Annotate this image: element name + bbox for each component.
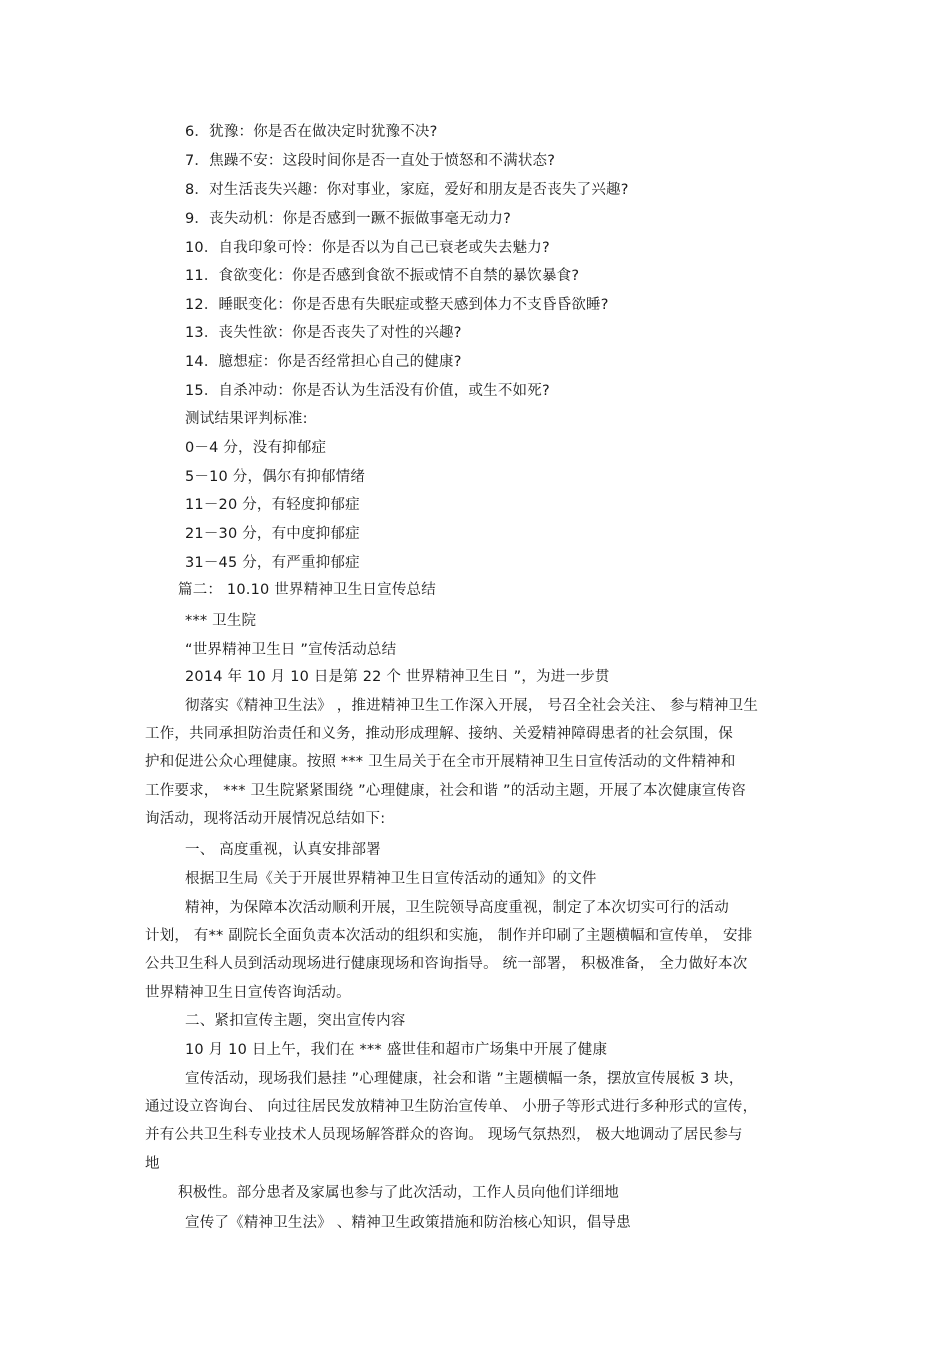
- paragraph-line: 地: [145, 1156, 160, 1172]
- paragraph-line: 公共卫生科人员到活动现场进行健康现场和咨询指导。 统一部署， 积极准备， 全力做好本次: [145, 956, 748, 972]
- question-item: 15．自杀冲动：你是否认为生活没有价值，或生不如死?: [185, 383, 550, 399]
- question-item: 10．自我印象可怜：你是否以为自己已衰老或失去魅力?: [185, 240, 550, 256]
- paragraph-line: 积极性。部分患者及家属也参与了此次活动，工作人员向他们详细地: [178, 1185, 619, 1201]
- question-item: 7．焦躁不安：这段时间你是否一直处于愤怒和不满状态?: [185, 153, 556, 169]
- question-item: 12．睡眠变化：你是否患有失眠症或整天感到体力不支昏昏欲睡?: [185, 297, 609, 313]
- scoring-title: 测试结果评判标准:: [185, 411, 308, 427]
- paragraph-line: 宣传活动，现场我们悬挂 ”心理健康，社会和谐 ”主题横幅一条，摆放宣传展板 3 块，: [185, 1071, 744, 1087]
- question-item: 13．丧失性欲：你是否丧失了对性的兴趣?: [185, 325, 462, 341]
- article-title: “世界精神卫生日 ”宣传活动总结: [185, 642, 397, 658]
- paragraph-line: 彻落实《精神卫生法》 ，推进精神卫生工作深入开展， 号召全社会关注、 参与精神卫生: [185, 698, 759, 714]
- question-item: 11．食欲变化：你是否感到食欲不振或情不自禁的暴饮暴食?: [185, 268, 580, 284]
- paragraph-line: 宣传了《精神卫生法》 、精神卫生政策措施和防治核心知识，倡导患: [185, 1215, 631, 1231]
- scoring-item: 21－30 分，有中度抑郁症: [185, 526, 360, 542]
- scoring-item: 11－20 分，有轻度抑郁症: [185, 497, 360, 513]
- paragraph-line: 精神，为保障本次活动顺利开展，卫生院领导高度重视，制定了本次切实可行的活动: [185, 900, 729, 916]
- question-item: 9．丧失动机：你是否感到一蹶不振做事毫无动力?: [185, 211, 512, 227]
- paragraph-line: 世界精神卫生日宣传咨询活动。: [145, 985, 351, 1001]
- paragraph-line: 工作，共同承担防治责任和义务，推动形成理解、接纳、关爱精神障碍患者的社会氛围，保: [145, 726, 733, 742]
- section-heading: 二、紧扣宣传主题，突出宣传内容: [185, 1013, 406, 1029]
- scoring-item: 0－4 分，没有抑郁症: [185, 440, 327, 456]
- paragraph-line: 通过设立咨询台、 向过往居民发放精神卫生防治宣传单、 小册子等形式进行多种形式的宣传，: [145, 1099, 758, 1115]
- paragraph-line: 2014 年 10 月 10 日是第 22 个 世界精神卫生日 ”，为进一步贯: [185, 669, 610, 685]
- article-heading: 篇二： 10.10 世界精神卫生日宣传总结: [178, 582, 436, 598]
- section-heading: 一、 高度重视，认真安排部署: [185, 842, 381, 858]
- paragraph-line: 根据卫生局《关于开展世界精神卫生日宣传活动的通知》的文件: [185, 871, 597, 887]
- scoring-item: 31－45 分，有严重抑郁症: [185, 555, 360, 571]
- paragraph-line: 10 月 10 日上午，我们在 *** 盛世佳和超市广场集中开展了健康: [185, 1042, 608, 1058]
- question-item: 6．犹豫：你是否在做决定时犹豫不决?: [185, 124, 438, 140]
- paragraph-line: 并有公共卫生科专业技术人员现场解答群众的咨询。 现场气氛热烈， 极大地调动了居民参与: [145, 1127, 743, 1143]
- scoring-item: 5－10 分，偶尔有抑郁情绪: [185, 469, 366, 485]
- paragraph-line: 护和促进公众心理健康。按照 *** 卫生局关于在全市开展精神卫生日宣传活动的文件精神和: [145, 754, 736, 770]
- question-item: 14．臆想症：你是否经常担心自己的健康?: [185, 354, 462, 370]
- question-item: 8．对生活丧失兴趣：你对事业，家庭，爱好和朋友是否丧失了兴趣?: [185, 182, 629, 198]
- paragraph-line: 询活动，现将活动开展情况总结如下:: [145, 811, 386, 827]
- paragraph-line: 工作要求， *** 卫生院紧紧围绕 ”心理健康，社会和谐 ”的活动主题，开展了本次健康宣传咨: [145, 783, 746, 799]
- article-org: *** 卫生院: [185, 613, 257, 629]
- paragraph-line: 计划， 有** 副院长全面负责本次活动的组织和实施， 制作并印刷了主题横幅和宣传单， 安排: [145, 928, 753, 944]
